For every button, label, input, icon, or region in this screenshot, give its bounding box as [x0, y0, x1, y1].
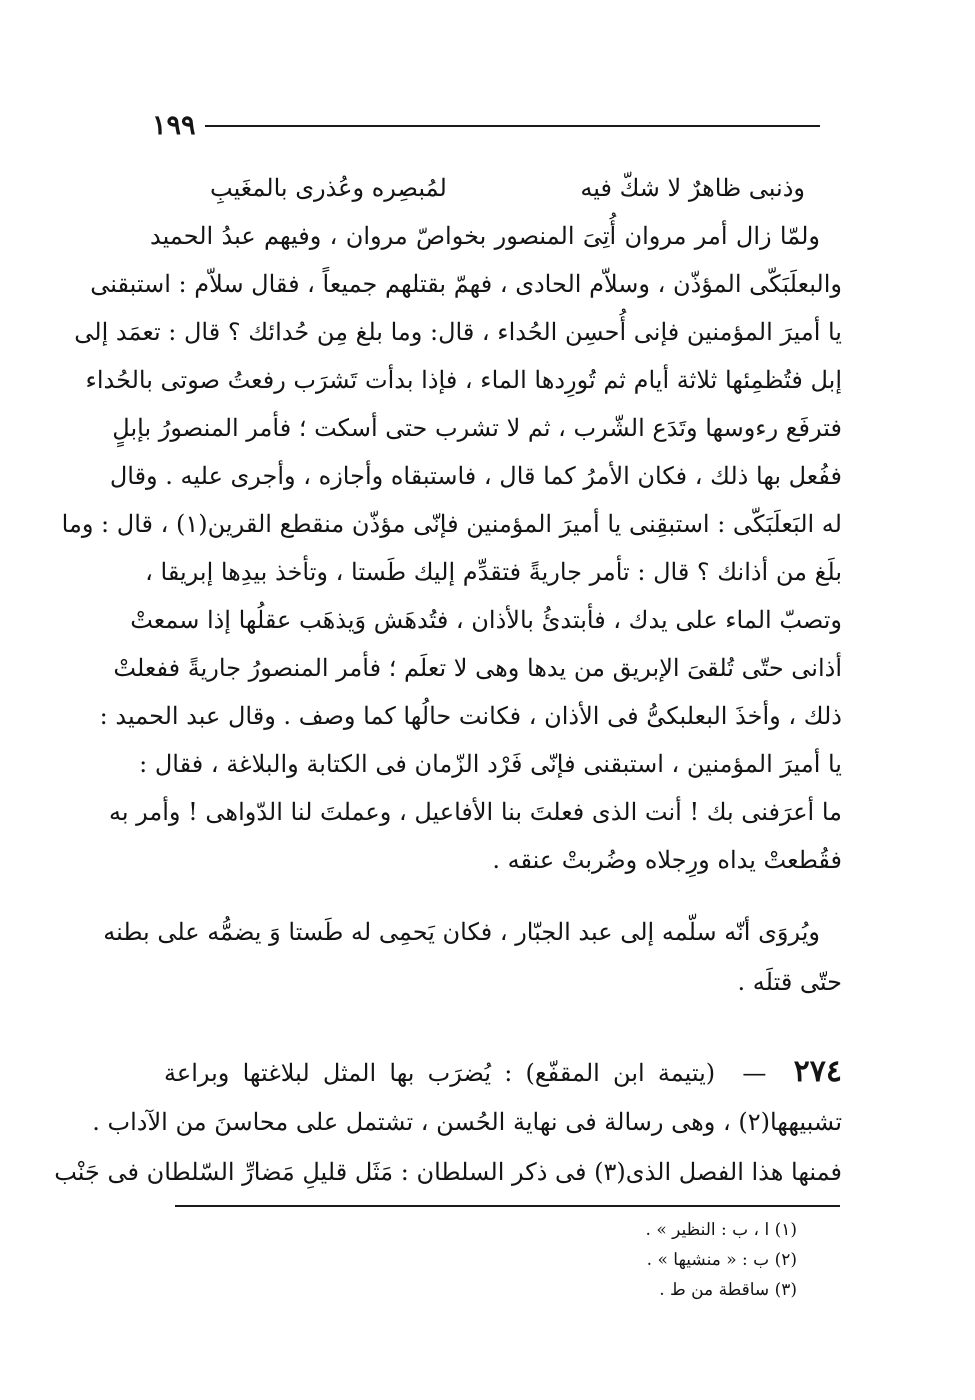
text-line: حتّى قتلَه . [737, 968, 842, 996]
footnote-2: (٢) ب : « منشيها » . [646, 1250, 797, 1270]
text-line: تشبيهها(٢) ، وهى رسالة فى نهاية الحُسن ، تشتمل على محاسنَ من الآداب . [92, 1108, 842, 1136]
section-dash: — [742, 1059, 767, 1087]
text-line: ولمّا زال أمر مروان أُتِىَ المنصور بخواصّ مروان ، وفيهم عبدُ الحميد [150, 222, 820, 250]
page-number: ١٩٩ [152, 110, 196, 141]
text-line: فمنها هذا الفصل الذى(٣) فى ذكر السلطان : مَثَل قليلِ مَضارِّ السّلطان فى جَنْب [54, 1158, 842, 1186]
footnotes [497, 1215, 797, 1305]
footnote-3: (٣) ساقطة من ط . [659, 1280, 797, 1300]
text-line: وتصبّ الماء على يدك ، فأبتدئُ بالأذان ، فتُدهَش وَيذهَب عقلُها إذا سمعتْ [130, 606, 842, 634]
text-line: يا أميرَ المؤمنين فإنى أُحسِن الحُداء ، قال: وما بلغ مِن حُدائك ؟ قال : تعمَد إلى [74, 318, 842, 346]
text-line: والبعلَبَكّى المؤذّن ، وسلاّم الحادى ، فهمّ بقتلهم جميعاً ، فقال سلاّم : استبقنى [90, 270, 842, 298]
verse-second-hemistich: لمُبصِره وعُذرى بالمغَيبِ [210, 174, 447, 202]
section-number: ٢٧٤ [793, 1054, 842, 1089]
text-line: إبل فتُظمِئها ثلاثة أيام ثم تُورِدها الماء ، فإذا بدأت تَشرَب رفعتُ صوتى بالحُداء [85, 366, 842, 394]
poetry-verse [210, 164, 805, 212]
text-line: ما أعرَفنى بك ! أنت الذى فعلتَ بنا الأفاعيل ، وعملتَ لنا الدّواهى ! وأمر به [108, 798, 842, 826]
section-title-text: (يتيمة ابن المقفّع) : يُضرَب بها المثل لبلاغتها وبراعة [164, 1059, 716, 1087]
text-line: فقُطعتْ يداه ورِجلاه وضُربتْ عنقه . [492, 846, 842, 874]
text-line: ويُروَى أنّه سلّمه إلى عبد الجبّار ، فكان يَحمِى له طَستا وَ يضمُّه على بطنه [103, 918, 820, 946]
section-heading-line [150, 1048, 842, 1096]
verse-first-hemistich: وذنبى ظاهرٌ لا شكّ فيه [580, 174, 805, 202]
text-line: ذلك ، وأخذَ البعلبكىُّ فى الأذان ، فكانت حالُها كما وصف . وقال عبد الحميد : [99, 702, 842, 730]
text-line: بلَغ من أذانك ؟ قال : تأمر جاريةً فتقدِّم إليك طَستا ، وتأخذ بيدِها إبريقا ، [145, 558, 842, 586]
text-line: يا أميرَ المؤمنين ، استبقنى فإنّى فَرْد الزّمان فى الكتابة والبلاغة ، فقال : [139, 750, 842, 778]
footnote-1: (١) ا ، ب : النظير » . [645, 1220, 797, 1240]
text-line: ففُعل بها ذلك ، فكان الأمرُ كما قال ، فاستبقاه وأجازه ، وأجرى عليه . وقال [109, 462, 842, 490]
text-line: أذانى حتّى تُلقىَ الإبريق من يدها وهى لا تعلَم ؛ فأمر المنصورُ جاريةً ففعلتْ [113, 654, 842, 682]
header-rule [205, 125, 820, 127]
text-line: فترفَع رءوسها وتَدَع الشّرب ، ثم لا تشرب حتى أسكت ؛ فأمر المنصورُ بإبلٍ [112, 414, 842, 442]
text-line: له البَعلَبَكّى : استبقِنى يا أميرَ المؤمنين فإنّى مؤذّن منقطع القرين(١) ، قال : وما [61, 510, 842, 538]
footnote-rule [175, 1205, 840, 1207]
